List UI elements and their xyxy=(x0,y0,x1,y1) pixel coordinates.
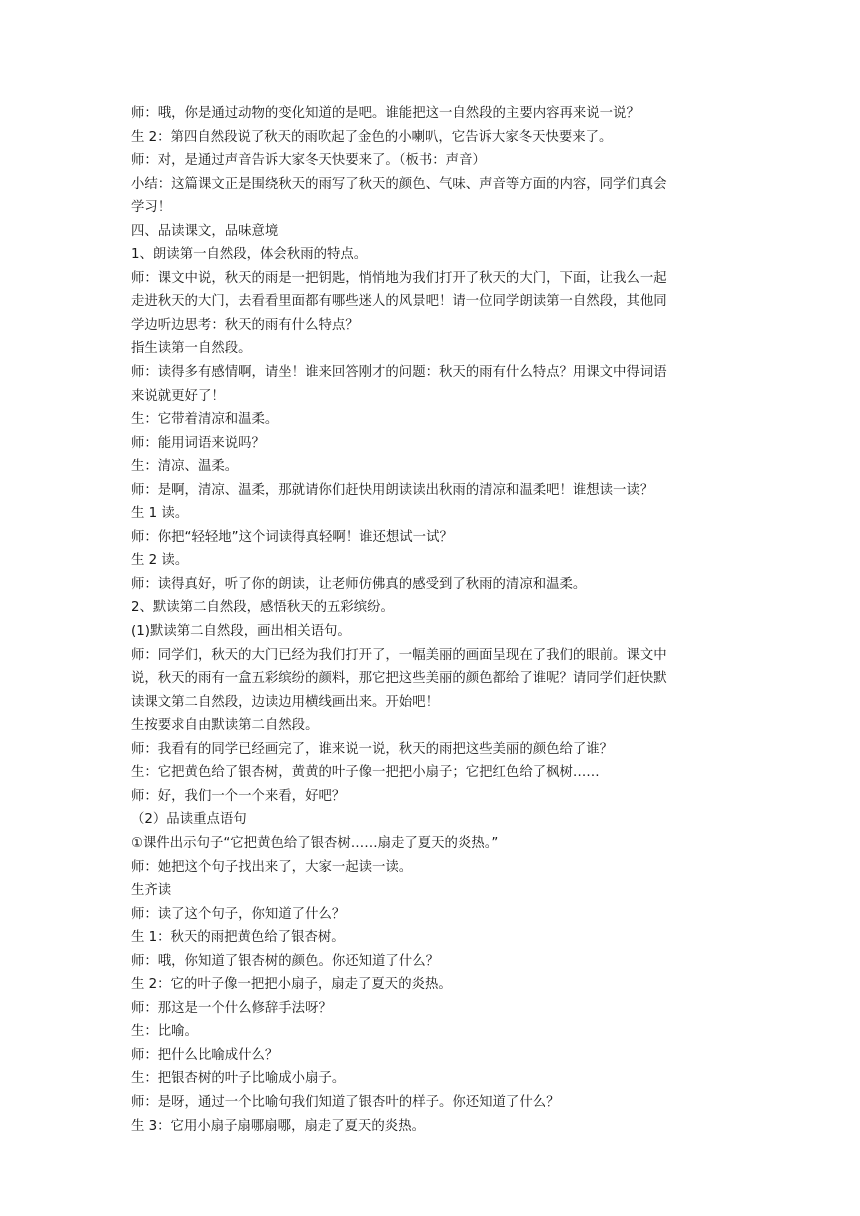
text-line: 2、默读第二自然段，感悟秋天的五彩缤纷。 xyxy=(131,600,394,616)
text-line: 师：你把“轻轻地”这个词读得真轻啊！谁还想试一试？ xyxy=(131,529,453,545)
text-line: 指生读第一自然段。 xyxy=(131,341,252,357)
document-body xyxy=(131,102,736,1138)
text-line: 学习！ xyxy=(131,200,172,216)
text-line: 师：我看有的同学已经画完了，谁来说一说，秋天的雨把这些美丽的颜色给了谁？ xyxy=(131,741,614,757)
text-line: 师：哦，你知道了银杏树的颜色。你还知道了什么？ xyxy=(131,953,439,969)
text-line: 师：是呀，通过一个比喻句我们知道了银杏叶的样子。你还知道了什么？ xyxy=(131,1094,560,1110)
text-line: 学边听边思考：秋天的雨有什么特点？ xyxy=(131,317,359,333)
text-line: ①课件出示句子“它把黄色给了银杏树……扇走了夏天的炎热。” xyxy=(131,835,499,851)
text-line: 生 2：第四自然段说了秋天的雨吹起了金色的小喇叭，它告诉大家冬天快要来了。 xyxy=(131,129,613,145)
text-line: 师：读了这个句子，你知道了什么？ xyxy=(131,906,346,922)
text-line: 1、朗读第一自然段，体会秋雨的特点。 xyxy=(131,247,368,263)
text-line: 师：能用词语来说吗？ xyxy=(131,435,265,451)
text-line: 师：读得真好，听了你的朗读，让老师仿佛真的感受到了秋雨的清凉和温柔。 xyxy=(131,576,587,592)
text-line: 生齐读 xyxy=(131,883,172,899)
text-line: 生 2：它的叶子像一把把小扇子，扇走了夏天的炎热。 xyxy=(131,977,452,993)
text-line: 师：课文中说，秋天的雨是一把钥匙，悄悄地为我们打开了秋天的大门，下面，让我么一起 xyxy=(131,270,667,286)
text-line: 生：它带着清凉和温柔。 xyxy=(131,412,279,428)
text-line: 生：清凉、温柔。 xyxy=(131,459,239,475)
text-line: 生 1 读。 xyxy=(131,506,189,522)
text-line: 师：读得多有感情啊，请坐！谁来回答刚才的问题：秋天的雨有什么特点？用课文中得词语 xyxy=(131,365,667,381)
text-line: 读课文第二自然段，边读边用横线画出来。开始吧！ xyxy=(131,694,439,710)
text-line: 生：比喻。 xyxy=(131,1024,198,1040)
text-line: 师：对，是通过声音告诉大家冬天快要来了。（板书：声音） xyxy=(131,153,486,169)
text-line: 生 1：秋天的雨把黄色给了银杏树。 xyxy=(131,930,345,946)
text-line: 生：把银杏树的叶子比喻成小扇子。 xyxy=(131,1071,346,1087)
text-line: 师：同学们，秋天的大门已经为我们打开了，一幅美丽的画面呈现在了我们的眼前。课文中 xyxy=(131,647,667,663)
text-line: 四、品读课文，品味意境 xyxy=(131,223,279,239)
text-line: 师：是啊，清凉、温柔，那就请你们赶快用朗读读出秋雨的清凉和温柔吧！谁想读一读？ xyxy=(131,482,654,498)
text-line: 小结：这篇课文正是围绕秋天的雨写了秋天的颜色、气味、声音等方面的内容，同学们真会 xyxy=(131,176,667,192)
text-line: 师：她把这个句子找出来了，大家一起读一读。 xyxy=(131,859,413,875)
text-line: 说，秋天的雨有一盒五彩缤纷的颜料，那它把这些美丽的颜色都给了谁呢？请同学们赶快默 xyxy=(131,671,667,687)
text-line: （2）品读重点语句 xyxy=(131,812,247,828)
text-line: 生 2 读。 xyxy=(131,553,189,569)
text-line: 生：它把黄色给了银杏树，黄黄的叶子像一把把小扇子；它把红色给了枫树…… xyxy=(131,765,600,781)
text-line: 走进秋天的大门，去看看里面都有哪些迷人的风景吧！请一位同学朗读第一自然段，其他同 xyxy=(131,294,667,310)
text-line: 师：那这是一个什么修辞手法呀？ xyxy=(131,1000,332,1016)
text-line: (1)默读第二自然段，画出相关语句。 xyxy=(131,624,351,640)
text-line: 生 3：它用小扇子扇哪扇哪，扇走了夏天的炎热。 xyxy=(131,1118,425,1134)
text-line: 师：把什么比喻成什么？ xyxy=(131,1047,279,1063)
text-line: 师：哦，你是通过动物的变化知道的是吧。谁能把这一自然段的主要内容再来说一说？ xyxy=(131,106,640,121)
text-line: 师：好，我们一个一个来看，好吧？ xyxy=(131,788,346,804)
text-line: 生按要求自由默读第二自然段。 xyxy=(131,718,319,734)
text-line: 来说就更好了！ xyxy=(131,388,225,404)
